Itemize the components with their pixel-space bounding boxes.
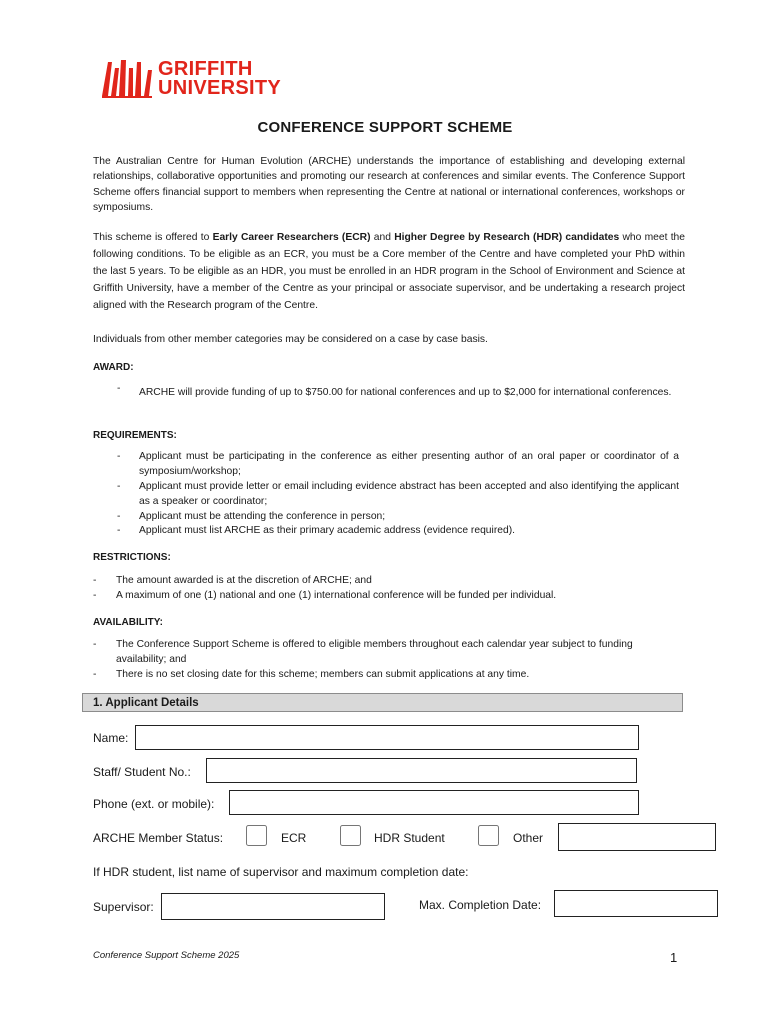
other-members-note: Individuals from other member categories may be considered on a case by case basis.: [93, 334, 488, 345]
award-dash: -: [117, 383, 121, 394]
requirements-heading: REQUIREMENTS:: [93, 430, 177, 441]
eligibility-hdr: Higher Degree by Research (HDR) candidates: [394, 232, 620, 243]
restriction-dash-2: -: [93, 590, 97, 601]
eligibility-text-2: and: [370, 232, 395, 243]
requirement-item-1: Applicant must be participating in the conference as either presenting author of an oral paper or coordinator of a symposium/workshop;: [139, 451, 679, 477]
staff-number-field[interactable]: [206, 758, 637, 783]
other-checkbox-label: Other: [513, 831, 544, 845]
member-status-label: ARCHE Member Status:: [93, 831, 224, 845]
award-item: ARCHE will provide funding of up to $750.00 for national conferences and up to $2,000 for international conferences.: [139, 387, 672, 398]
griffith-flame-icon: [100, 58, 158, 98]
eligibility-paragraph: [93, 229, 685, 314]
eligibility-text-1: This scheme is offered to: [93, 232, 213, 243]
award-heading: AWARD:: [93, 362, 134, 373]
availability-item-1: The Conference Support Scheme is offered to eligible members throughout each calendar year subject to funding availability; and: [116, 639, 633, 665]
requirement-dash-2: -: [117, 481, 121, 492]
eligibility-ecr: Early Career Researchers (ECR): [212, 232, 371, 243]
completion-date-field[interactable]: [554, 890, 718, 917]
page-number: 1: [670, 950, 678, 965]
staff-number-label: Staff/ Student No.:: [93, 765, 191, 779]
restriction-item-1: The amount awarded is at the discretion of ARCHE; and: [116, 575, 372, 586]
logo-line2: UNIVERSITY: [158, 77, 282, 99]
applicant-details-section-header: 1. Applicant Details: [82, 693, 683, 712]
availability-item-2: There is no set closing date for this scheme; members can submit applications at any time.: [116, 669, 530, 680]
name-label: Name:: [93, 731, 129, 745]
eligibility-text-3: who meet the following conditions. To be eligible as an ECR, you must be a Core member of the Centre and have completed your PhD within the last 5 years. To be eligible as an HDR, you must be enrolled in an HDR program in the School of Environment and Science at Griffith University, have a member of the Centre as your principal or associate supervisor, and be undertaking a research project aligned with the Research program of the Centre.: [93, 232, 686, 311]
hdr-student-checkbox-label: HDR Student: [374, 831, 445, 845]
supervisor-label: Supervisor:: [93, 900, 154, 914]
hdr-prompt: If HDR student, list name of supervisor and maximum completion date:: [93, 865, 469, 879]
phone-field[interactable]: [229, 790, 639, 815]
logo-line1: GRIFFITH: [158, 58, 253, 80]
completion-date-label: Max. Completion Date:: [419, 898, 542, 912]
availability-dash-2: -: [93, 669, 97, 680]
phone-label: Phone (ext. or mobile):: [93, 797, 215, 811]
footer-text: Conference Support Scheme 2025: [93, 950, 240, 961]
requirement-item-4: Applicant must list ARCHE as their primary academic address (evidence required).: [139, 525, 515, 536]
ecr-checkbox-label: ECR: [281, 831, 307, 845]
requirement-dash-1: -: [117, 451, 121, 462]
griffith-logo: [100, 58, 300, 100]
name-field[interactable]: [135, 725, 639, 750]
other-status-field[interactable]: [558, 823, 716, 851]
restriction-dash-1: -: [93, 575, 97, 586]
restrictions-heading: RESTRICTIONS:: [93, 552, 171, 563]
hdr-student-checkbox[interactable]: [340, 825, 361, 846]
requirement-item-3: Applicant must be attending the conference in person;: [139, 511, 386, 522]
restriction-item-2: A maximum of one (1) national and one (1) international conference will be funded per individual.: [116, 590, 557, 601]
requirement-dash-4: -: [117, 525, 121, 536]
ecr-checkbox[interactable]: [246, 825, 267, 846]
requirement-item-2: Applicant must provide letter or email including evidence abstract has been accepted and also identifying the applicant as a speaker or coordinator;: [139, 481, 679, 507]
page-title: CONFERENCE SUPPORT SCHEME: [257, 119, 513, 136]
availability-heading: AVAILABILITY:: [93, 617, 163, 628]
intro-paragraph: The Australian Centre for Human Evolution (ARCHE) understands the importance of establishing and developing external relationships, collaborative opportunities and promoting our research at conferences and similar events. The Conference Support Scheme offers financial support to members when representing the Centre at national or international conferences, workshops or symposiums.: [93, 156, 685, 214]
requirement-dash-3: -: [117, 511, 121, 522]
supervisor-field[interactable]: [161, 893, 385, 920]
availability-dash-1: -: [93, 639, 97, 650]
other-checkbox[interactable]: [478, 825, 499, 846]
